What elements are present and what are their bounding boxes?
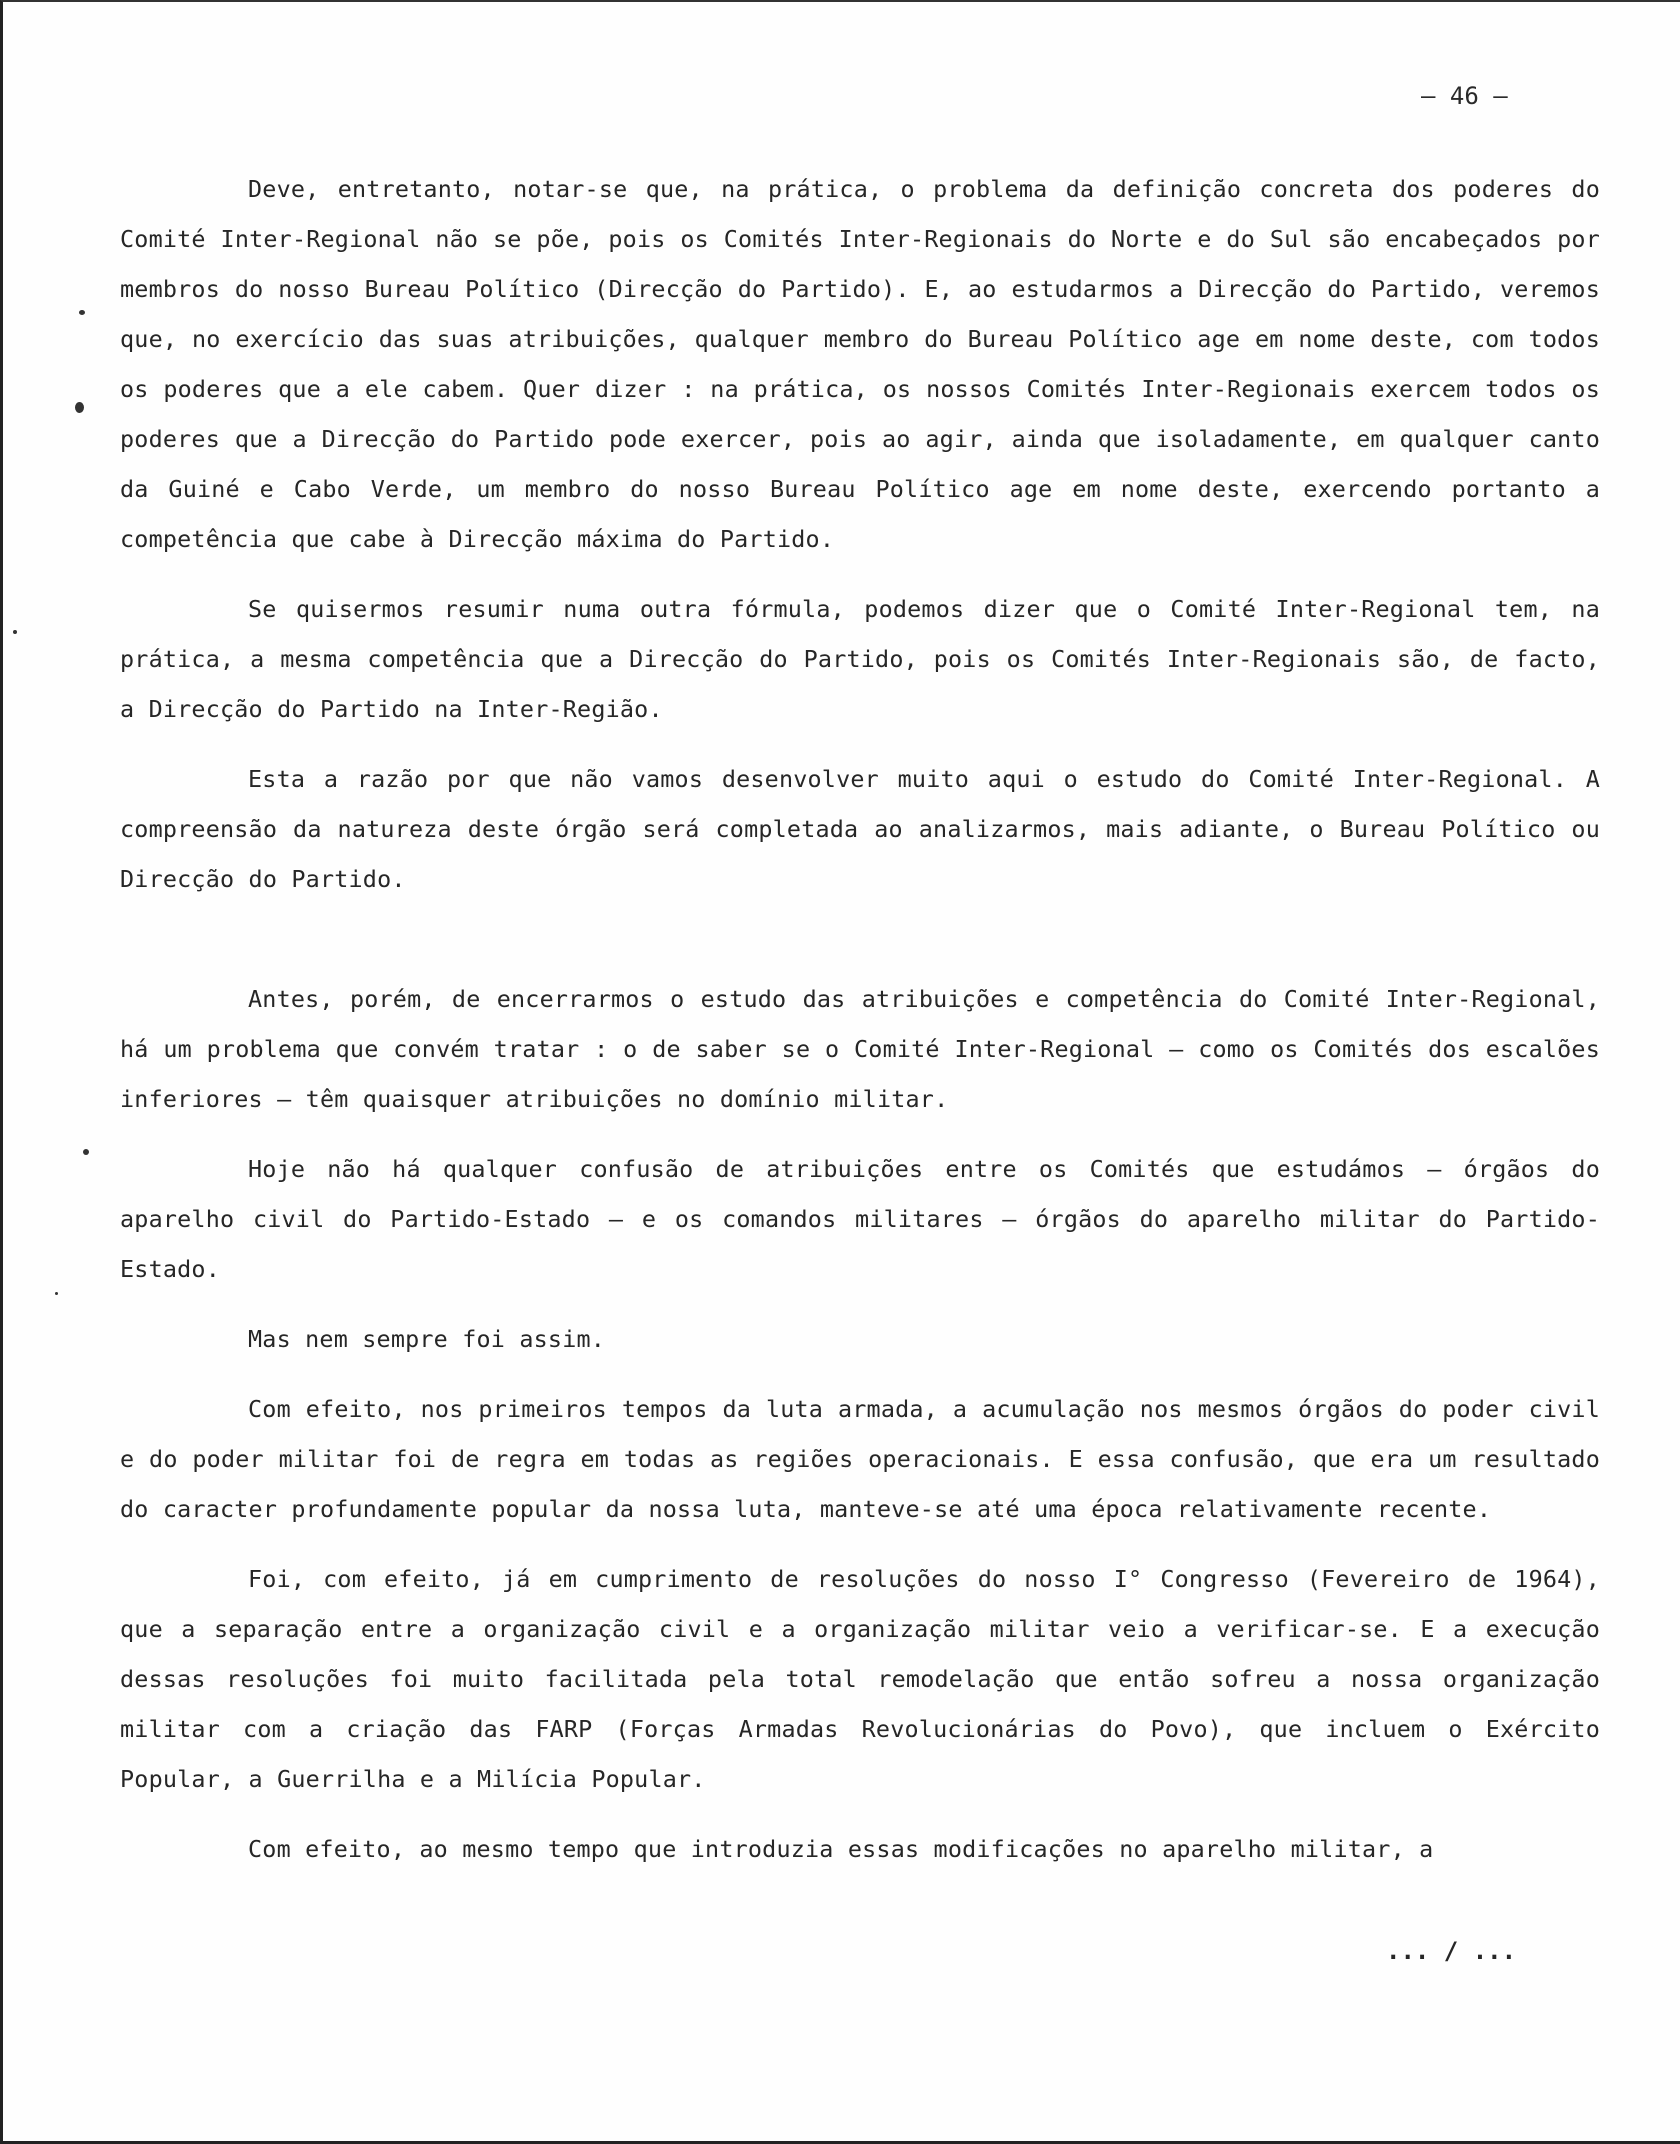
scan-speck (79, 310, 85, 315)
paragraph-8: Foi, com efeito, já em cumprimento de resoluções do nosso I° Congresso (Fevereiro de 1964), que a separação entre a organização civil e a organização militar veio a verificar-se. E a execução dessas resoluções foi muito facilitada pela total remodelação que então sofreu a nossa organização militar com a criação das FARP (Forças Armadas Revolucionárias do Povo), que incluem o Exército Popular, a Guerrilha e a Milícia Popular. (120, 1565, 1600, 1793)
document-body (120, 164, 1600, 1874)
paragraph-6: Mas nem sempre foi assim. (248, 1325, 606, 1353)
scan-speck (75, 402, 84, 413)
continuation-marker: ... / ... (1386, 1937, 1517, 1965)
scan-speck (13, 630, 17, 634)
paragraph-5: Hoje não há qualquer confusão de atribuições entre os Comités que estudámos – órgãos do aparelho civil do Partido-Estado – e os comandos militares – órgãos do aparelho militar do Partido-Estado. (120, 1155, 1600, 1283)
scan-speck (83, 1149, 89, 1155)
paragraph-9: Com efeito, ao mesmo tempo que introduzia essas modificações no aparelho militar, a (248, 1835, 1434, 1863)
scan-speck (55, 1292, 58, 1295)
paragraph-2: Se quisermos resumir numa outra fórmula, podemos dizer que o Comité Inter-Regional tem, na prática, a mesma competência que a Direcção do Partido, pois os Comités Inter-Regionais são, de facto, a Direcção do Partido na Inter-Região. (120, 595, 1600, 723)
paragraph-1: Deve, entretanto, notar-se que, na prática, o problema da definição concreta dos poderes do Comité Inter-Regional não se põe, pois os Comités Inter-Regionais do Norte e do Sul são encabeçados por membros do nosso Bureau Político (Direcção do Partido). E, ao estudarmos a Direcção do Partido, veremos que, no exercício das suas atribuições, qualquer membro do Bureau Político age em nome deste, com todos os poderes que a ele cabem. Quer dizer : na prática, os nossos Comités Inter-Regionais exercem todos os poderes que a Direcção do Partido pode exercer, pois ao agir, ainda que isoladamente, em qualquer canto da Guiné e Cabo Verde, um membro do nosso Bureau Político age em nome deste, exercendo portanto a competência que cabe à Direcção máxima do Partido. (120, 175, 1600, 553)
paragraph-4: Antes, porém, de encerrarmos o estudo das atribuições e competência do Comité Inter-Regional, há um problema que convém tratar : o de saber se o Comité Inter-Regional – como os Comités dos escalões inferiores – têm quaisquer atribuições no domínio militar. (120, 985, 1600, 1113)
page-number: – 46 – (1421, 82, 1508, 110)
paragraph-3: Esta a razão por que não vamos desenvolver muito aqui o estudo do Comité Inter-Regional. A compreensão da natureza deste órgão será completada ao analizarmos, mais adiante, o Bureau Político ou Direcção do Partido. (120, 765, 1600, 893)
paragraph-7: Com efeito, nos primeiros tempos da luta armada, a acumulação nos mesmos órgãos do poder civil e do poder militar foi de regra em todas as regiões operacionais. E essa confusão, que era um resultado do caracter profundamente popular da nossa luta, manteve-se até uma época relativamente recente. (120, 1395, 1600, 1523)
